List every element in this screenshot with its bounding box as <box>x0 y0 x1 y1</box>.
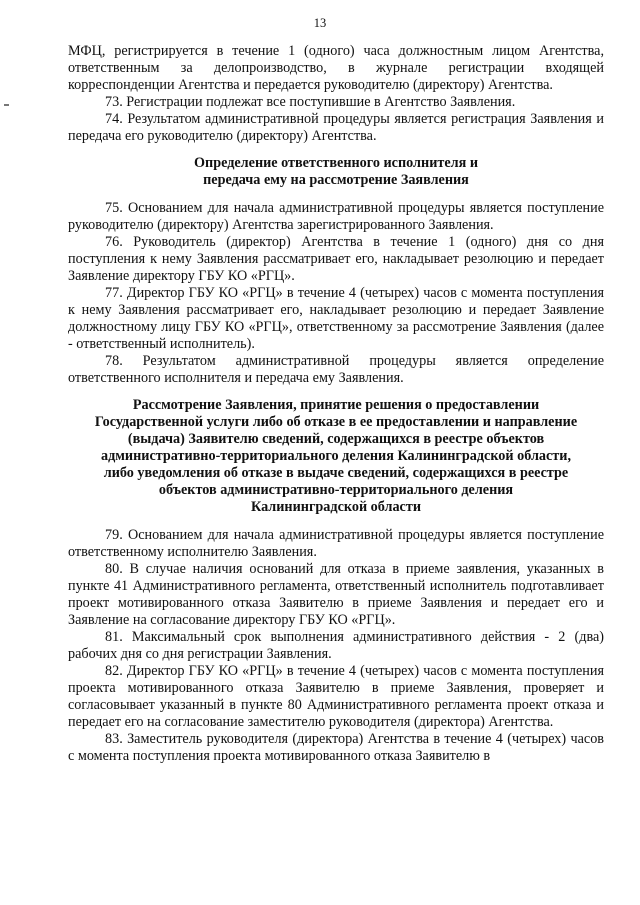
heading-line: Рассмотрение Заявления, принятие решения о предоставлении <box>132 397 540 413</box>
paragraph-75: 75. Основанием для начала административной процедуры является поступление руководителю (директору) Агентства зарегистрированного Заявления. <box>68 200 604 233</box>
paragraph-73: 73. Регистрации подлежат все поступившие в Агентство Заявления. <box>105 94 516 110</box>
paragraph-81: 81. Максимальный срок выполнения административного действия - 2 (два) рабочих дня со дня регистрации Заявления. <box>68 629 604 662</box>
section-heading-responsible-executor <box>68 155 604 189</box>
margin-mark <box>4 104 9 106</box>
page-number: 13 <box>313 16 327 30</box>
heading-line: (выдача) Заявителю сведений, содержащихся в реестре объектов <box>127 431 545 447</box>
paragraph-82: 82. Директор ГБУ КО «РГЦ» в течение 4 (четырех) часов с момента поступления проекта мотивированного отказа Заявителю в приеме Заявления, проверяет и согласовывает указанный в пункте 80 Административного регламента проект отказа и передает его на согласование заместителю руководителя (директора) Агентства. <box>68 663 604 730</box>
document-body <box>68 43 604 765</box>
heading-line: Государственной услуги либо об отказе в ее предоставлении и направление <box>94 414 578 430</box>
paragraph-continuation: МФЦ, регистрируется в течение 1 (одного) часа должностным лицом Агентства, ответственным за делопроизводство, в журнале регистрации входящей корреспонденции Агентства и передается руководителю (директору) Агентства. <box>68 43 604 93</box>
paragraph-74: 74. Результатом административной процедуры является регистрация Заявления и передача его руководителю (директору) Агентства. <box>68 111 604 144</box>
heading-line: объектов административно-территориального деления <box>158 482 514 498</box>
paragraph-80: 80. В случае наличия оснований для отказа в приеме заявления, указанных в пункте 41 Административного регламента, ответственный исполнитель подготавливает проект мотивированного отказа Заявителю в приеме Заявления и передает его и Заявление на согласование директору ГБУ КО «РГЦ». <box>68 561 604 628</box>
heading-line: Калининградской области <box>250 499 421 515</box>
heading-line: либо уведомления об отказе в выдаче сведений, содержащихся в реестре <box>103 465 569 481</box>
paragraph-77: 77. Директор ГБУ КО «РГЦ» в течение 4 (четырех) часов с момента поступления к нему Заявления рассматривает его, накладывает резолюцию и передает Заявление должностному лицу ГБУ КО «РГЦ», ответственному за рассмотрение Заявления (далее - ответственный исполнитель). <box>68 285 604 352</box>
paragraph-79: 79. Основанием для начала административной процедуры является поступление ответственному исполнителю Заявления. <box>68 527 604 560</box>
paragraph-83: 83. Заместитель руководителя (директора) Агентства в течение 4 (четырех) часов с момента поступления проекта мотивированного отказа Заявителю в <box>68 731 604 764</box>
paragraph-76: 76. Руководитель (директор) Агентства в течение 1 (одного) дня со дня поступления к нему Заявления рассматривает его, накладывает резолюцию и передает Заявление директору ГБУ КО «РГЦ». <box>68 234 604 284</box>
heading-line: передача ему на рассмотрение Заявления <box>203 172 469 188</box>
heading-line: административно-территориального деления Калининградской области, <box>100 448 571 464</box>
section-heading-consideration <box>68 397 604 516</box>
paragraph-78: 78. Результатом административной процедуры является определение ответственного исполнителя и передача ему Заявления. <box>68 353 604 386</box>
heading-line: Определение ответственного исполнителя и <box>194 155 478 171</box>
